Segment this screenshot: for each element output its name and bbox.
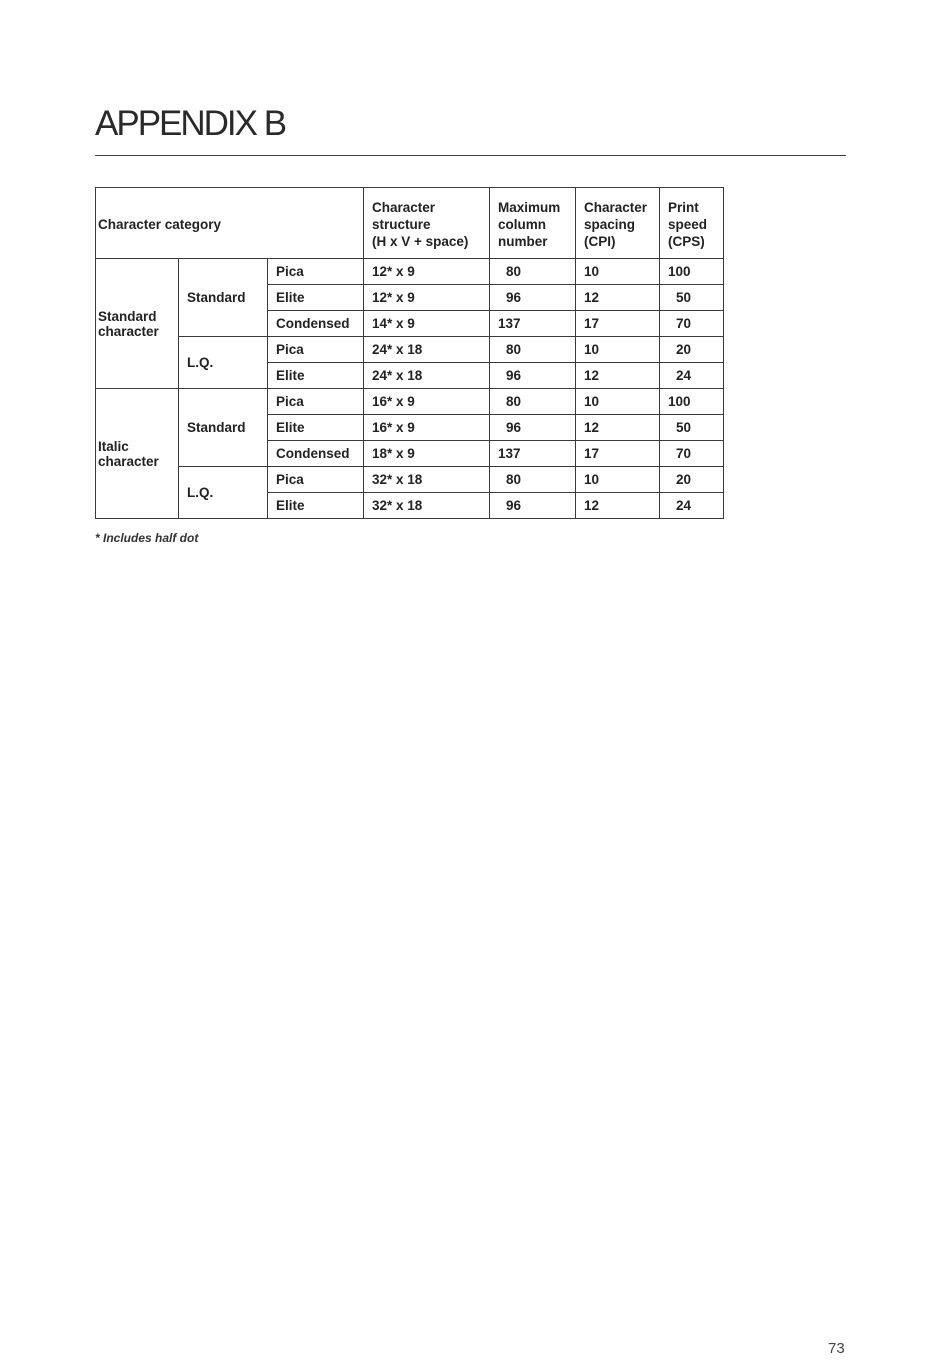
cell-structure: 24* x 18 — [364, 363, 490, 389]
cell-structure: 12* x 9 — [364, 259, 490, 285]
table-row — [96, 389, 724, 415]
cell-structure: 14* x 9 — [364, 311, 490, 337]
cell-cpi: 17 — [576, 441, 660, 467]
cell-type: Elite — [268, 415, 364, 441]
cell-cpi: 12 — [576, 493, 660, 519]
cell-columns: 96 — [490, 363, 576, 389]
group-label-line: character — [98, 453, 159, 469]
cell-cps: 70 — [660, 311, 724, 337]
cell-cpi: 10 — [576, 337, 660, 363]
cell-structure: 16* x 9 — [364, 389, 490, 415]
header-line: number — [498, 233, 548, 249]
cell-structure: 18* x 9 — [364, 441, 490, 467]
cell-columns: 80 — [490, 389, 576, 415]
cell-type: Elite — [268, 363, 364, 389]
group-italic-character — [96, 389, 179, 519]
header-character-category: Character category — [96, 188, 364, 259]
header-line: Print — [668, 199, 699, 215]
page-number: 73 — [828, 1340, 845, 1357]
cell-type: Pica — [268, 337, 364, 363]
subgroup-label: L.Q. — [179, 337, 268, 389]
cell-structure: 12* x 9 — [364, 285, 490, 311]
cell-cpi: 12 — [576, 285, 660, 311]
table-row — [96, 467, 724, 493]
cell-type: Pica — [268, 467, 364, 493]
table-footnote: * Includes half dot — [95, 531, 199, 545]
header-line: Character — [584, 199, 648, 215]
cell-cps: 20 — [660, 467, 724, 493]
cell-cpi: 17 — [576, 311, 660, 337]
header-line: (H x V + space) — [372, 233, 469, 249]
cell-columns: 137 — [490, 441, 576, 467]
header-line: (CPI) — [584, 233, 616, 249]
cell-type: Elite — [268, 493, 364, 519]
cell-type: Condensed — [268, 311, 364, 337]
header-line: speed — [668, 216, 708, 232]
cell-cps: 50 — [660, 415, 724, 441]
header-character-structure — [364, 188, 490, 259]
cell-type: Pica — [268, 389, 364, 415]
header-line: Character — [372, 199, 436, 215]
cell-cps: 50 — [660, 285, 724, 311]
cell-cps: 20 — [660, 337, 724, 363]
cell-structure: 24* x 18 — [364, 337, 490, 363]
cell-type: Condensed — [268, 441, 364, 467]
header-line: (CPS) — [668, 233, 705, 249]
header-character-spacing — [576, 188, 660, 259]
subgroup-label: L.Q. — [179, 467, 268, 519]
group-standard-character — [96, 259, 179, 389]
header-maximum-column — [490, 188, 576, 259]
cell-cpi: 10 — [576, 467, 660, 493]
title-divider — [95, 155, 846, 156]
cell-cps: 24 — [660, 363, 724, 389]
cell-cps: 24 — [660, 493, 724, 519]
subgroup-label: Standard — [179, 259, 268, 337]
page-title: APPENDIX B — [95, 104, 286, 143]
header-line: structure — [372, 216, 431, 232]
table-row — [96, 337, 724, 363]
character-spec-table — [95, 187, 724, 519]
cell-type: Elite — [268, 285, 364, 311]
cell-cpi: 12 — [576, 363, 660, 389]
cell-cps: 100 — [660, 389, 724, 415]
table-header-row — [96, 188, 724, 259]
header-line: Maximum — [498, 199, 561, 215]
cell-cpi: 12 — [576, 415, 660, 441]
cell-columns: 96 — [490, 285, 576, 311]
cell-columns: 96 — [490, 493, 576, 519]
subgroup-label: Standard — [179, 389, 268, 467]
cell-structure: 16* x 9 — [364, 415, 490, 441]
group-label-line: Italic — [98, 438, 129, 454]
header-line: spacing — [584, 216, 636, 232]
cell-structure: 32* x 18 — [364, 467, 490, 493]
cell-columns: 137 — [490, 311, 576, 337]
cell-structure: 32* x 18 — [364, 493, 490, 519]
table-row — [96, 259, 724, 285]
cell-columns: 96 — [490, 415, 576, 441]
header-line: column — [498, 216, 547, 232]
group-label-line: character — [98, 323, 159, 339]
header-print-speed — [660, 188, 724, 259]
cell-columns: 80 — [490, 259, 576, 285]
cell-cps: 70 — [660, 441, 724, 467]
cell-columns: 80 — [490, 337, 576, 363]
cell-type: Pica — [268, 259, 364, 285]
cell-cpi: 10 — [576, 259, 660, 285]
group-label-line: Standard — [98, 308, 157, 324]
cell-cps: 100 — [660, 259, 724, 285]
cell-columns: 80 — [490, 467, 576, 493]
cell-cpi: 10 — [576, 389, 660, 415]
